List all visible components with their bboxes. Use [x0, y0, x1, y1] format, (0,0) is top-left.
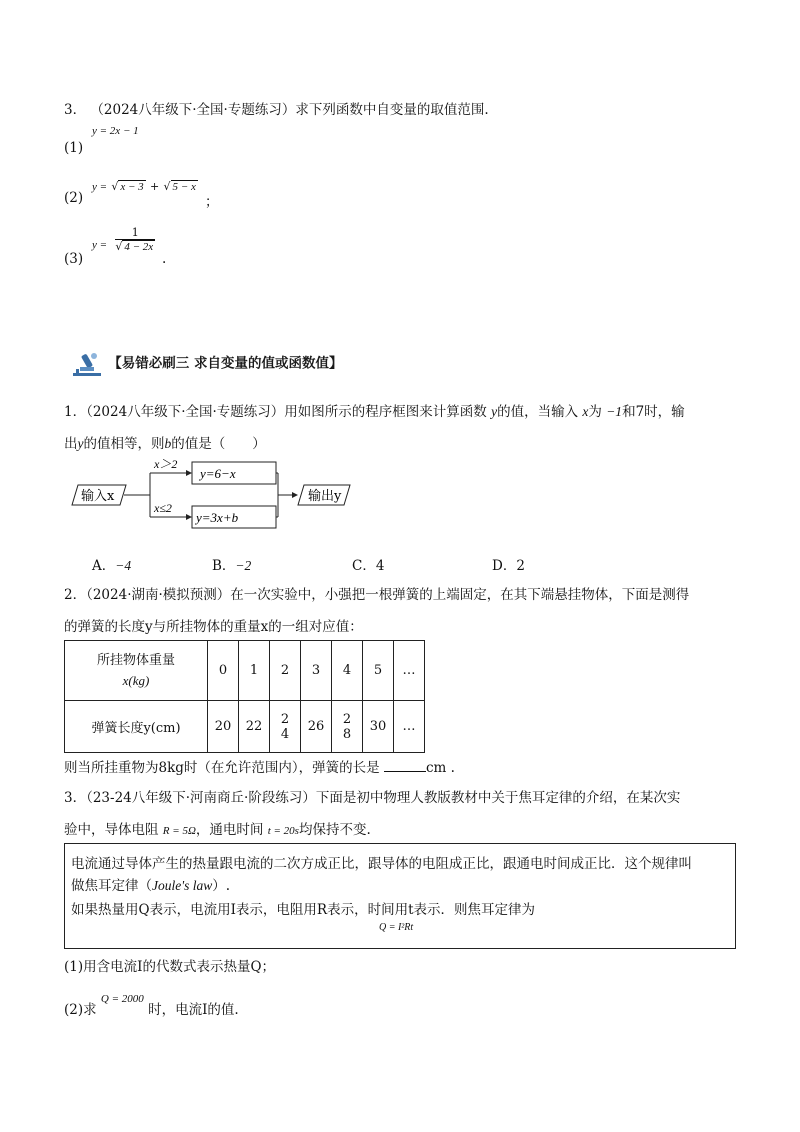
- part-3-label: (3): [64, 251, 84, 267]
- flow-box-top-text: y=6−x: [200, 466, 236, 481]
- question-3b-line-2: 验中，导体电阻 R = 5Ω，通电时间 t = 20s均保持不变.: [64, 822, 371, 838]
- option-c[interactable]: C．4: [352, 558, 385, 574]
- flow-cond-top: x＞2: [154, 457, 178, 471]
- question-1-line-2: 出y的值相等，则b的值是（ ）: [64, 436, 266, 452]
- joule-law-box: 电流通过导体产生的热量跟电流的二次方成正比，跟导体的电阻成正比，跟通电时间成正比．这个规律叫 做焦耳定律（Joule's law）. 如果热量用Q表示，电流用I表示，电阻用R表示，时间用t表示．则焦耳定律为 Q = I²Rt: [64, 843, 736, 949]
- flow-output-text: 输出y: [308, 489, 342, 504]
- sub-question-1: (1)用含电流I的代数式表示热量Q；: [64, 959, 276, 975]
- option-a[interactable]: A．−4: [92, 558, 132, 574]
- flow-cond-bottom: x≤2: [154, 501, 172, 515]
- option-b[interactable]: B．−2: [212, 558, 252, 574]
- flow-input-text: 输入x: [81, 489, 115, 504]
- table-row: 弹簧长度y(cm) 20 22 2 4 26 2 8 30 …: [65, 701, 425, 753]
- formula-3: $_{y =}$ $\frac{1}{√ 4 - 2x}$: [92, 226, 154, 253]
- fraction-numerator: 1: [115, 226, 155, 240]
- question-3-header: [64, 98, 489, 118]
- section-title: 【易错必刷三 求自变量的值或函数值】: [108, 355, 343, 372]
- flow-box-bottom-text: y=3x+b: [196, 510, 239, 525]
- part-3-suffix: .: [162, 251, 167, 267]
- radicand-1: x − 3: [120, 181, 144, 193]
- table-header-length: 弹簧长度y(cm): [65, 701, 208, 753]
- part-1-label: (1): [64, 140, 84, 156]
- question-2-line-1: 2．（2024·湖南·模拟预测）在一次实验中，小强把一根弹簧的上端固定，在其下端悬挂物体，下面是测得: [64, 587, 690, 603]
- question-3b-line-1: 3．（23-24八年级下·河南商丘·阶段练习）下面是初中物理人教版教材中关于焦耳定律的介绍，在某次实: [64, 790, 681, 806]
- formula-2: y = √ x − 3 + √ 5 − x: [92, 180, 196, 193]
- part-2-suffix: ；: [205, 194, 219, 210]
- spring-data-table: [64, 640, 425, 753]
- question-2-line-2: 的弹簧的长度y与所挂物体的重量x的一组对应值：: [64, 619, 363, 635]
- table-row: 所挂物体重量 x(kg) 0 1 2 3 4 5 …: [65, 641, 425, 701]
- question-2-after-table: 则当所挂重物为8kg时（在允许范围内），弹簧的长是 cm .: [64, 760, 455, 776]
- formula-1: y = 2x − 1: [92, 125, 139, 137]
- question-1-line-1: 1．（2024八年级下·全国·专题练习）用如图所示的程序框图来计算函数 y的值，当输入 x为 −1和7时，输: [64, 404, 685, 420]
- question-number: 3．: [64, 102, 87, 118]
- fraction-denominator: 4 − 2x: [124, 241, 154, 253]
- answer-blank[interactable]: [384, 759, 426, 772]
- question-text: （2024八年级下·全国·专题练习）求下列函数中自变量的取值范围.: [90, 102, 489, 118]
- option-d[interactable]: D．2: [492, 558, 525, 574]
- table-header-weight: 所挂物体重量 x(kg): [65, 641, 208, 701]
- microscope-icon: [70, 350, 104, 378]
- program-flowchart: [70, 455, 370, 535]
- joule-formula: Q = I²Rt: [379, 922, 414, 933]
- sub-question-2: (2)求 $^{Q = 2000}$ 时，电流I的值.: [64, 993, 239, 1018]
- radicand-2: 5 − x: [172, 181, 196, 193]
- part-2-label: (2): [64, 190, 84, 206]
- section-header: [70, 350, 343, 378]
